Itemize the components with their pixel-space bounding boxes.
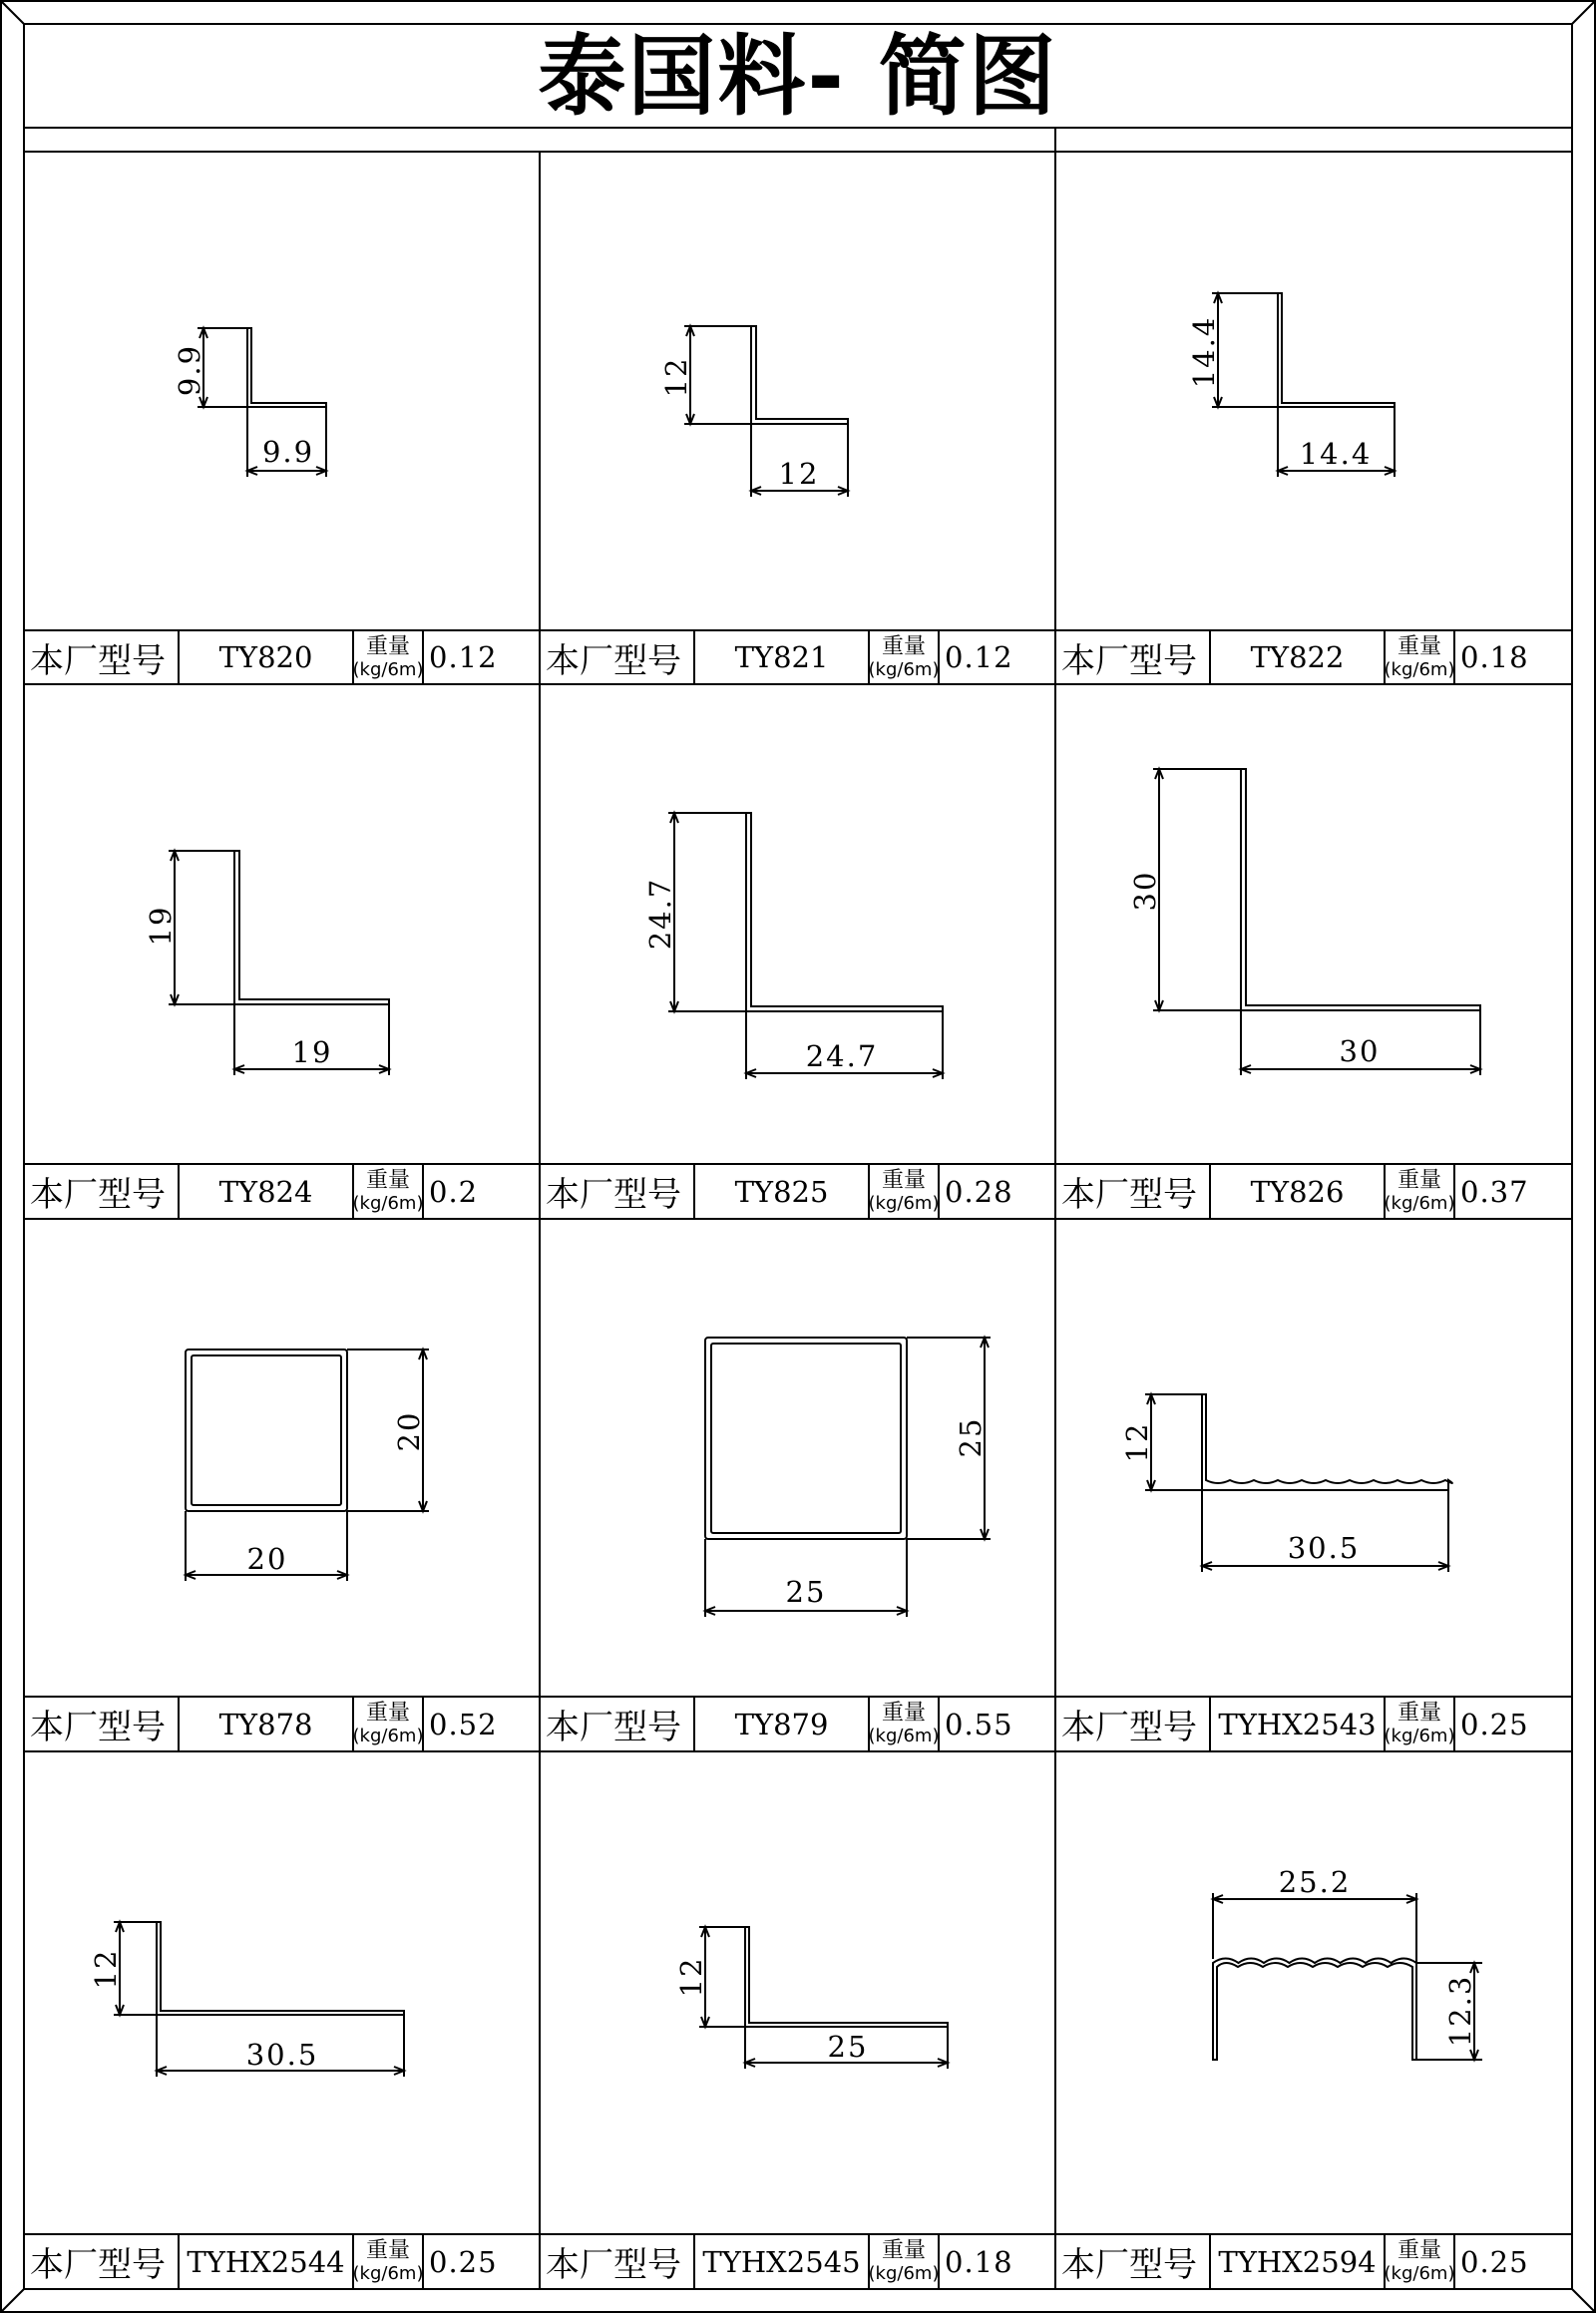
weight-label	[1385, 630, 1454, 684]
dimension-label: 20	[392, 1410, 426, 1452]
weight-value: 0.25	[1460, 2244, 1529, 2279]
weight-label	[353, 2234, 423, 2289]
weight-label	[1385, 1164, 1454, 1219]
dimension-label: 12	[89, 1948, 123, 1990]
weight-label-top: 重量	[1396, 1701, 1441, 1726]
dimension-label: 9.9	[173, 343, 206, 397]
dimension-label: 14.4	[1187, 315, 1221, 389]
weight-label-top: 重量	[365, 2238, 410, 2263]
weight-value: 0.55	[945, 1707, 1013, 1741]
weight-value: 0.12	[945, 640, 1013, 674]
model-number: TY824	[218, 1174, 313, 1209]
dimension-label: 12.3	[1443, 1974, 1477, 2048]
weight-label-top: 重量	[365, 633, 410, 659]
weight-label-unit: (kg/6m)	[868, 2263, 940, 2284]
model-label: 本厂型号	[1061, 640, 1197, 681]
model-label: 本厂型号	[546, 640, 681, 681]
weight-label-unit: (kg/6m)	[1384, 1726, 1455, 1746]
dimension-label: 12	[674, 1956, 708, 1998]
model-label: 本厂型号	[1061, 2245, 1197, 2285]
weight-label-top: 重量	[881, 1168, 926, 1193]
model-label: 本厂型号	[546, 1708, 681, 1747]
weight-label-top: 重量	[881, 1701, 926, 1726]
model-number: TY879	[734, 1707, 829, 1741]
dimension-label: 25	[954, 1416, 988, 1458]
dimension-label: 30	[1128, 870, 1162, 912]
dimension-label: 30.5	[245, 2038, 319, 2072]
weight-value: 0.2	[429, 1174, 479, 1209]
weight-label-unit: (kg/6m)	[868, 1193, 940, 1214]
model-label: 本厂型号	[1061, 1708, 1197, 1747]
dimension-label: 19	[291, 1035, 333, 1069]
page-title: 泰国料- 简图	[538, 25, 1058, 128]
weight-label-unit: (kg/6m)	[352, 1726, 424, 1746]
weight-label	[869, 1164, 939, 1219]
dimension-label: 25	[827, 2030, 869, 2064]
model-label: 本厂型号	[30, 1708, 166, 1747]
weight-label	[353, 1697, 423, 1751]
weight-label	[1385, 1697, 1454, 1751]
dimension-label: 25	[785, 1575, 827, 1609]
model-number: TY826	[1250, 1174, 1345, 1209]
weight-label-top: 重量	[365, 1168, 410, 1193]
model-number: TYHX2545	[702, 2244, 861, 2279]
weight-label-top: 重量	[881, 633, 926, 659]
weight-label-top: 重量	[881, 2238, 926, 2263]
model-number: TY825	[734, 1174, 829, 1209]
dimension-label: 12	[778, 457, 820, 491]
model-label: 本厂型号	[1061, 1175, 1197, 1215]
model-number: TYHX2543	[1218, 1707, 1377, 1741]
model-number: TY820	[218, 640, 313, 674]
dimension-label: 24.7	[805, 1039, 879, 1073]
weight-value: 0.25	[1460, 1707, 1529, 1741]
weight-label	[353, 630, 423, 684]
dimension-label: 14.4	[1299, 437, 1373, 471]
weight-value: 0.18	[945, 2244, 1013, 2279]
model-label: 本厂型号	[30, 1175, 166, 1215]
weight-label	[869, 630, 939, 684]
weight-label-unit: (kg/6m)	[352, 658, 424, 680]
dimension-label: 30	[1339, 1034, 1381, 1068]
weight-value: 0.28	[945, 1174, 1013, 1209]
model-label: 本厂型号	[546, 1175, 681, 1215]
model-number: TYHX2544	[187, 2244, 345, 2279]
weight-label-unit: (kg/6m)	[1384, 1193, 1455, 1214]
weight-label-unit: (kg/6m)	[868, 1726, 940, 1746]
weight-label	[353, 1164, 423, 1219]
dimension-label: 9.9	[261, 435, 315, 469]
model-number: TY878	[218, 1707, 313, 1741]
dimension-label: 24.7	[643, 877, 677, 951]
weight-label-unit: (kg/6m)	[1384, 658, 1455, 680]
weight-label	[1385, 2234, 1454, 2289]
model-number: TY821	[734, 640, 829, 674]
dimension-label: 25.2	[1278, 1865, 1352, 1899]
weight-label-top: 重量	[365, 1701, 410, 1726]
model-number: TY822	[1250, 640, 1345, 674]
model-label: 本厂型号	[546, 2245, 681, 2285]
model-number: TYHX2594	[1218, 2244, 1377, 2279]
weight-label-top: 重量	[1396, 1168, 1441, 1193]
weight-value: 0.18	[1460, 640, 1529, 674]
weight-label-top: 重量	[1396, 633, 1441, 659]
weight-value: 0.37	[1460, 1174, 1529, 1209]
model-label: 本厂型号	[30, 640, 166, 681]
dimension-label: 30.5	[1287, 1531, 1361, 1565]
weight-value: 0.25	[429, 2244, 498, 2279]
weight-label-unit: (kg/6m)	[868, 658, 940, 680]
weight-label	[869, 1697, 939, 1751]
model-label: 本厂型号	[30, 2245, 166, 2285]
weight-label	[869, 2234, 939, 2289]
dimension-label: 12	[659, 356, 693, 398]
dimension-label: 12	[1120, 1421, 1154, 1463]
weight-label-unit: (kg/6m)	[352, 2263, 424, 2284]
weight-value: 0.12	[429, 640, 498, 674]
weight-value: 0.52	[429, 1707, 498, 1741]
weight-label-unit: (kg/6m)	[1384, 2263, 1455, 2284]
dimension-label: 19	[144, 905, 178, 947]
weight-label-top: 重量	[1396, 2238, 1441, 2263]
dimension-label: 20	[246, 1542, 288, 1576]
weight-label-unit: (kg/6m)	[352, 1193, 424, 1214]
